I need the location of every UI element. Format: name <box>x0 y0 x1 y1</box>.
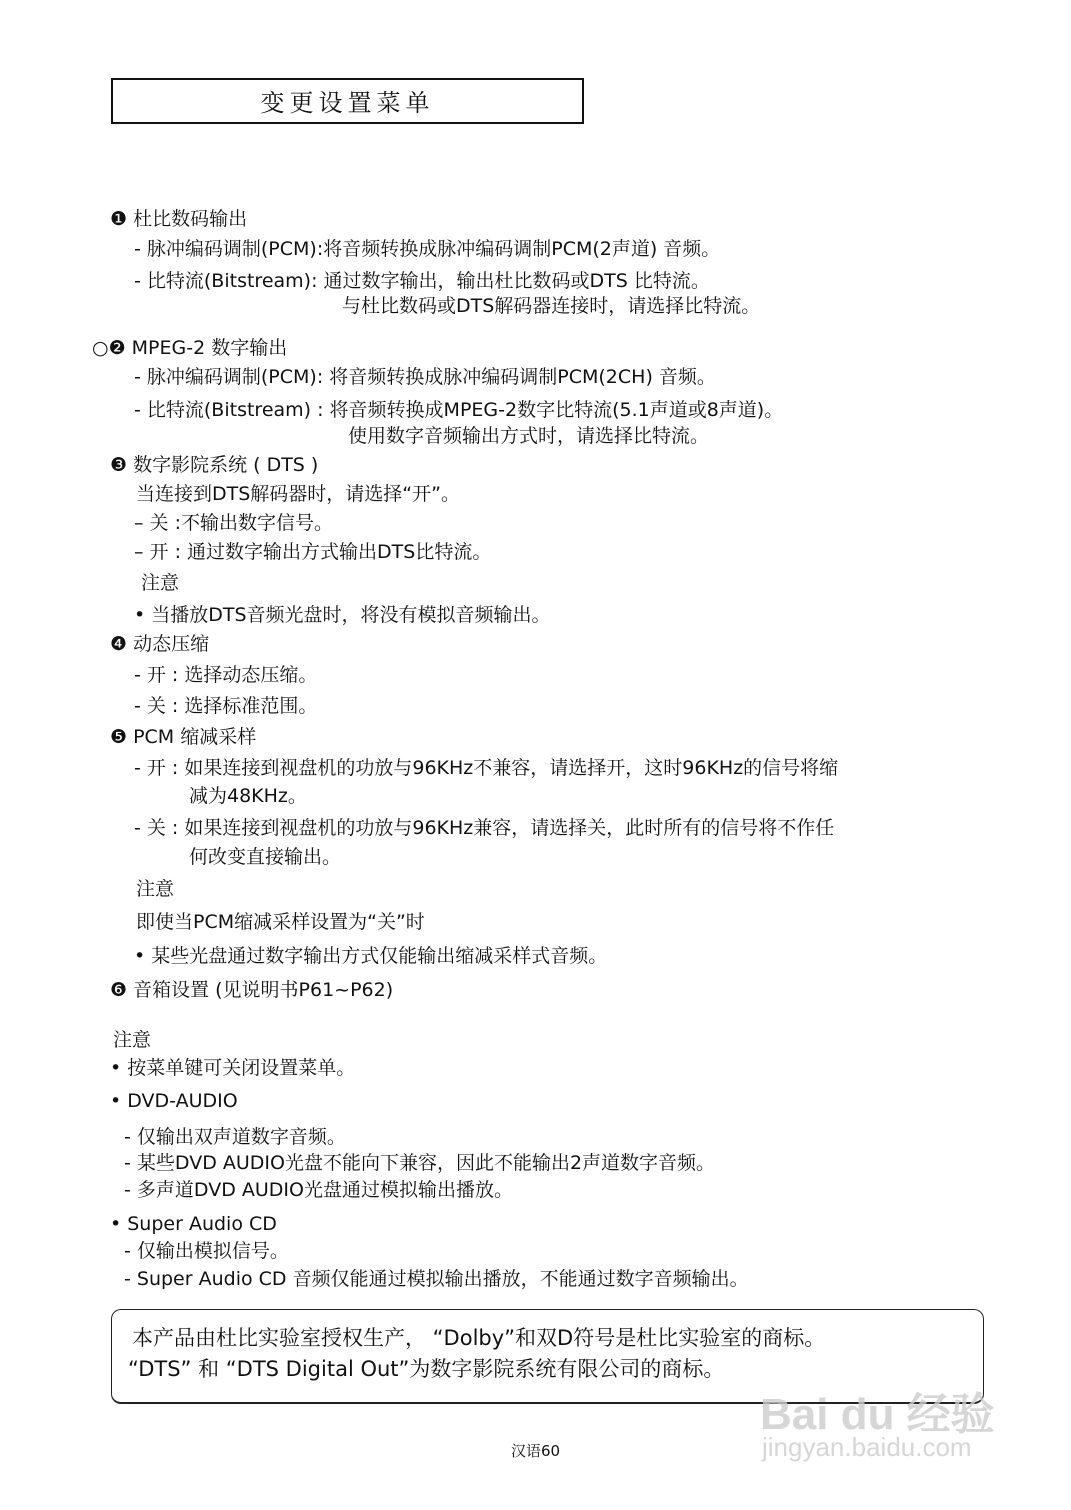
section-5-off-cont: 何改变直接输出。 <box>189 846 342 868</box>
section-2-bitstream: - 比特流(Bitstream) : 将音频转换成MPEG-2数字比特流(5.1声道或8声道)。 <box>134 399 784 421</box>
notes-line: - 仅输出双声道数字音频。 <box>124 1126 346 1148</box>
section-2-pcm: - 脉冲编码调制(PCM): 将音频转换成脉冲编码调制PCM(2CH) 音频。 <box>134 366 716 388</box>
section-4-on: - 开 : 选择动态压缩。 <box>134 664 318 686</box>
section-5-note-label: 注意 <box>136 878 175 900</box>
section-6-heading: ❻ 音箱设置 (见说明书P61~P62) <box>110 979 394 1001</box>
notes-line: • Super Audio CD <box>110 1213 277 1235</box>
page-number: 汉语60 <box>510 1442 561 1460</box>
section-5-on-cont: 减为48KHz。 <box>189 785 307 807</box>
notes-line: - Super Audio CD 音频仅能通过模拟输出播放，不能通过数字音频输出。 <box>124 1268 749 1290</box>
trademark-line: 本产品由杜比实验室授权生产， “Dolby”和双D符号是杜比实验室的商标。 <box>132 1326 826 1350</box>
section-4-heading: ❹ 动态压缩 <box>110 633 210 655</box>
section-2-heading: ○❷ MPEG-2 数字输出 <box>92 337 288 359</box>
section-3-note-label: 注意 <box>141 572 180 594</box>
section-1-pcm: - 脉冲编码调制(PCM):将音频转换成脉冲编码调制PCM(2声道) 音频。 <box>134 238 721 260</box>
notes-line: • DVD-AUDIO <box>110 1090 238 1112</box>
title-box <box>111 78 584 124</box>
notes-line: - 仅输出模拟信号。 <box>124 1240 289 1262</box>
notes-line: - 某些DVD AUDIO光盘不能向下兼容，因此不能输出2声道数字音频。 <box>124 1152 716 1174</box>
section-1-bitstream: - 比特流(Bitstream): 通过数字输出，输出杜比数码或DTS 比特流。 <box>134 270 710 292</box>
section-5-note: 即使当PCM缩减采样设置为“关”时 <box>136 911 425 933</box>
notes-heading: 注意 <box>113 1029 152 1051</box>
section-1-bitstream-cont: 与杜比数码或DTS解码器连接时，请选择比特流。 <box>342 295 761 317</box>
section-3-line: – 开 : 通过数字输出方式输出DTS比特流。 <box>134 541 492 563</box>
watermark-logo: Bai du 经验 <box>760 1390 995 1439</box>
section-5-on: - 开 : 如果连接到视盘机的功放与96KHz不兼容，请选择开，这时96KHz的信号将缩 <box>134 757 839 779</box>
section-3-line: 当连接到DTS解码器时，请选择“开”。 <box>136 483 460 505</box>
page-title: 变更设置菜单 <box>260 89 435 117</box>
section-4-off: - 关 : 选择标准范围。 <box>134 695 318 717</box>
section-5-off: - 关 : 如果连接到视盘机的功放与96KHz兼容，请选择关，此时所有的信号将不作任 <box>134 817 835 839</box>
section-1-heading: ❶ 杜比数码输出 <box>110 208 248 230</box>
notes-line: • 按菜单键可关闭设置菜单。 <box>110 1057 356 1079</box>
section-5-note: • 某些光盘通过数字输出方式仅能输出缩减采样式音频。 <box>134 945 608 967</box>
notes-line: - 多声道DVD AUDIO光盘通过模拟输出播放。 <box>124 1179 513 1201</box>
section-3-heading: ❸ 数字影院系统 ( DTS ) <box>110 454 319 476</box>
section-2-bitstream-cont: 使用数字音频输出方式时，请选择比特流。 <box>348 425 710 447</box>
watermark-url: jingyan.baidu.com <box>762 1432 972 1462</box>
section-3-note: • 当播放DTS音频光盘时，将没有模拟音频输出。 <box>134 604 551 626</box>
section-3-line: – 关 :不输出数字信号。 <box>134 512 333 534</box>
section-5-heading: ❺ PCM 缩减采样 <box>110 726 257 748</box>
trademark-line: “DTS” 和 “DTS Digital Out”为数字影院系统有限公司的商标。 <box>128 1357 725 1381</box>
